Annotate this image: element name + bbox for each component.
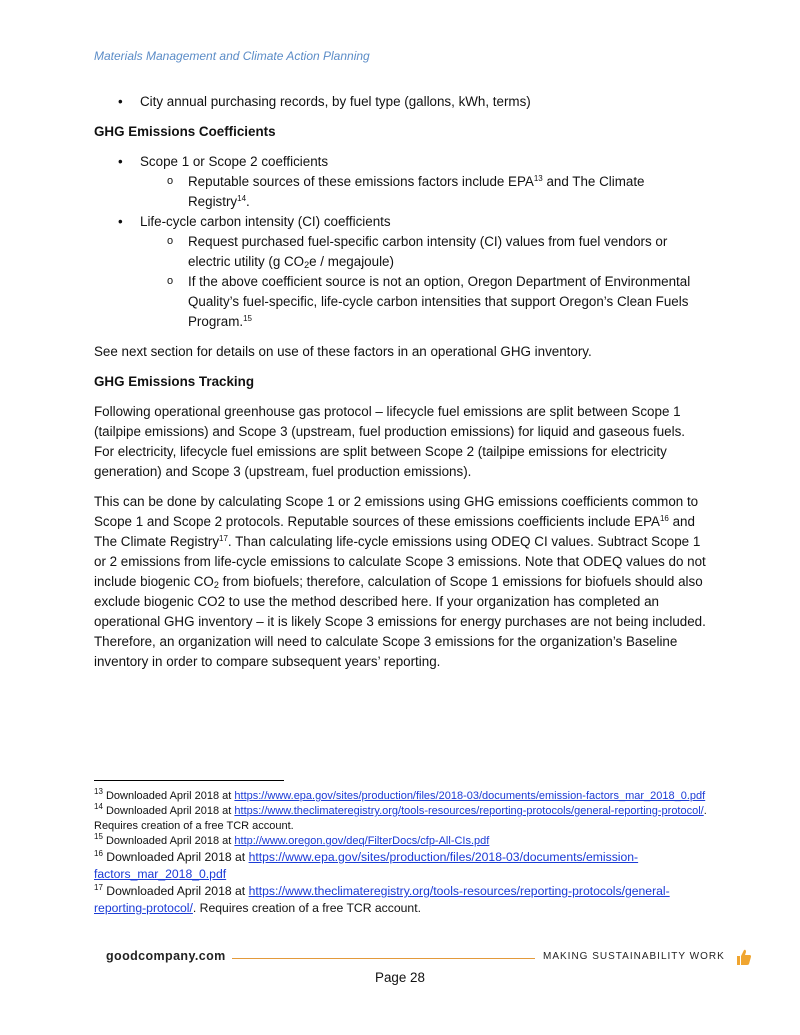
list-item: • Scope 1 or Scope 2 coefficients [94, 152, 706, 172]
see-next-paragraph: See next section for details on use of these factors in an operational GHG inventory. [94, 344, 592, 359]
footnote-link[interactable]: http://www.oregon.gov/deq/FilterDocs/cfp-All-CIs.pdf [234, 835, 490, 847]
thumbs-up-icon [736, 948, 752, 966]
footnote-ref: 13 [533, 174, 543, 183]
tracking-paragraph-2: This can be done by calculating Scope 1 or 2 emissions using GHG emissions coefficients common to Scope 1 and Scope 2 protocols. Reputable sources of these emissions coefficients include EPA$^{16}$ and The Climate Registry$^{17}$. Than calculating life-cycle emissions using ODEQ CI values. Subtract Scope 1 or 2 emissions from life-cycle emissions to calculate Scope 3 emissions. Note that ODEQ values do not include biogenic $CO_2$ from biofuels; therefore, calculation of Scope 1 emissions for biofuels should also exclude biogenic CO2 to use the method described here. If your organization has completed an operational GHG inventory – it is likely Scope 3 emissions for energy purchases are not being included. Therefore, an organization will need to calculate Scope 3 emissions for the organization’s Baseline inventory in order to compare subsequent years’ reporting. [94, 494, 706, 669]
footnote-ref: 14 [237, 194, 247, 203]
purchasing-list [94, 92, 706, 112]
footnote-separator [94, 780, 284, 781]
page-body [94, 92, 706, 672]
footnote: $^{14}$ Downloaded April 2018 at https://www.theclimateregistry.org/tools-resources/reporting-protocols/general-reporting-protocol/. Requires creation of a free TCR account. [94, 802, 707, 832]
footer-divider [232, 958, 535, 959]
footnote: $^{15}$ Downloaded April 2018 at http://www.oregon.gov/deq/FilterDocs/cfp-All-CIs.pdf [94, 832, 490, 847]
footnote-link[interactable]: https://www.epa.gov/sites/production/files/2018-03/documents/emission-factors_mar_2018_0.pdf [94, 850, 639, 881]
page-number: Page 28 [375, 970, 425, 985]
list-item: • City annual purchasing records, by fuel type (gallons, kWh, terms) [94, 92, 706, 112]
footnote-ref: 17 [219, 534, 228, 543]
footnote: $^{17}$ Downloaded April 2018 at https://www.theclimateregistry.org/tools-resources/reporting-protocols/general-reporting-protocol/. Requires creation of a free TCR account. [94, 883, 670, 915]
running-header: Materials Management and Climate Action Planning [94, 49, 370, 63]
footnote: $^{16}$ Downloaded April 2018 at https://www.epa.gov/sites/production/files/2018-03/documents/emission-factors_mar_2018_0.pdf [94, 849, 639, 881]
tracking-heading: GHG Emissions Tracking [94, 374, 254, 389]
brand-name: goodcompany.com [106, 949, 226, 963]
footnote-link[interactable]: https://www.theclimateregistry.org/tools-resources/reporting-protocols/general-reporting-protocol/ [94, 884, 670, 915]
sub-list-item: o Request purchased fuel-specific carbon intensity (CI) values from fuel vendors or electric utility (g $CO_2e$ / megajoule) [94, 232, 706, 272]
footnotes [94, 789, 714, 917]
footnote-link[interactable]: https://www.theclimateregistry.org/tools-resources/reporting-protocols/general-reporting-protocol/ [234, 805, 704, 817]
footnote-ref: 15 [243, 314, 252, 323]
sub-list-item: o If the above coefficient source is not an option, Oregon Department of Environmental Quality’s fuel-specific, life-cycle carbon intensities that support Oregon’s Clean Fuels Program.$^{15}$ [94, 272, 706, 332]
coefficients-heading: GHG Emissions Coefficients [94, 124, 276, 139]
coefficients-list [94, 152, 706, 332]
tracking-paragraph-1: Following operational greenhouse gas protocol – lifecycle fuel emissions are split between Scope 1 (tailpipe emissions) and Scope 3 (upstream, fuel production emissions) for liquid and gaseous fuels. For electricity, lifecycle fuel emissions are split between Scope 2 (tailpipe emissions for electricity generation) and Scope 3 (upstream, fuel production emissions). [94, 404, 685, 479]
footnote: $^{13}$ Downloaded April 2018 at https://www.epa.gov/sites/production/files/2018-03/documents/emission-factors_mar_2018_0.pdf [94, 787, 706, 802]
page-footer [106, 948, 756, 968]
footnote-ref: 16 [659, 514, 669, 523]
list-item: • Life-cycle carbon intensity (CI) coefficients [94, 212, 706, 232]
footnote-link[interactable]: https://www.epa.gov/sites/production/files/2018-03/documents/emission-factors_mar_2018_0.pdf [234, 790, 706, 802]
sub-list-item: o Reputable sources of these emissions factors include EPA$^{13}$ and The Climate Registry$^{14}$. [94, 172, 706, 212]
brand-tagline: MAKING SUSTAINABILITY WORK [543, 951, 725, 962]
